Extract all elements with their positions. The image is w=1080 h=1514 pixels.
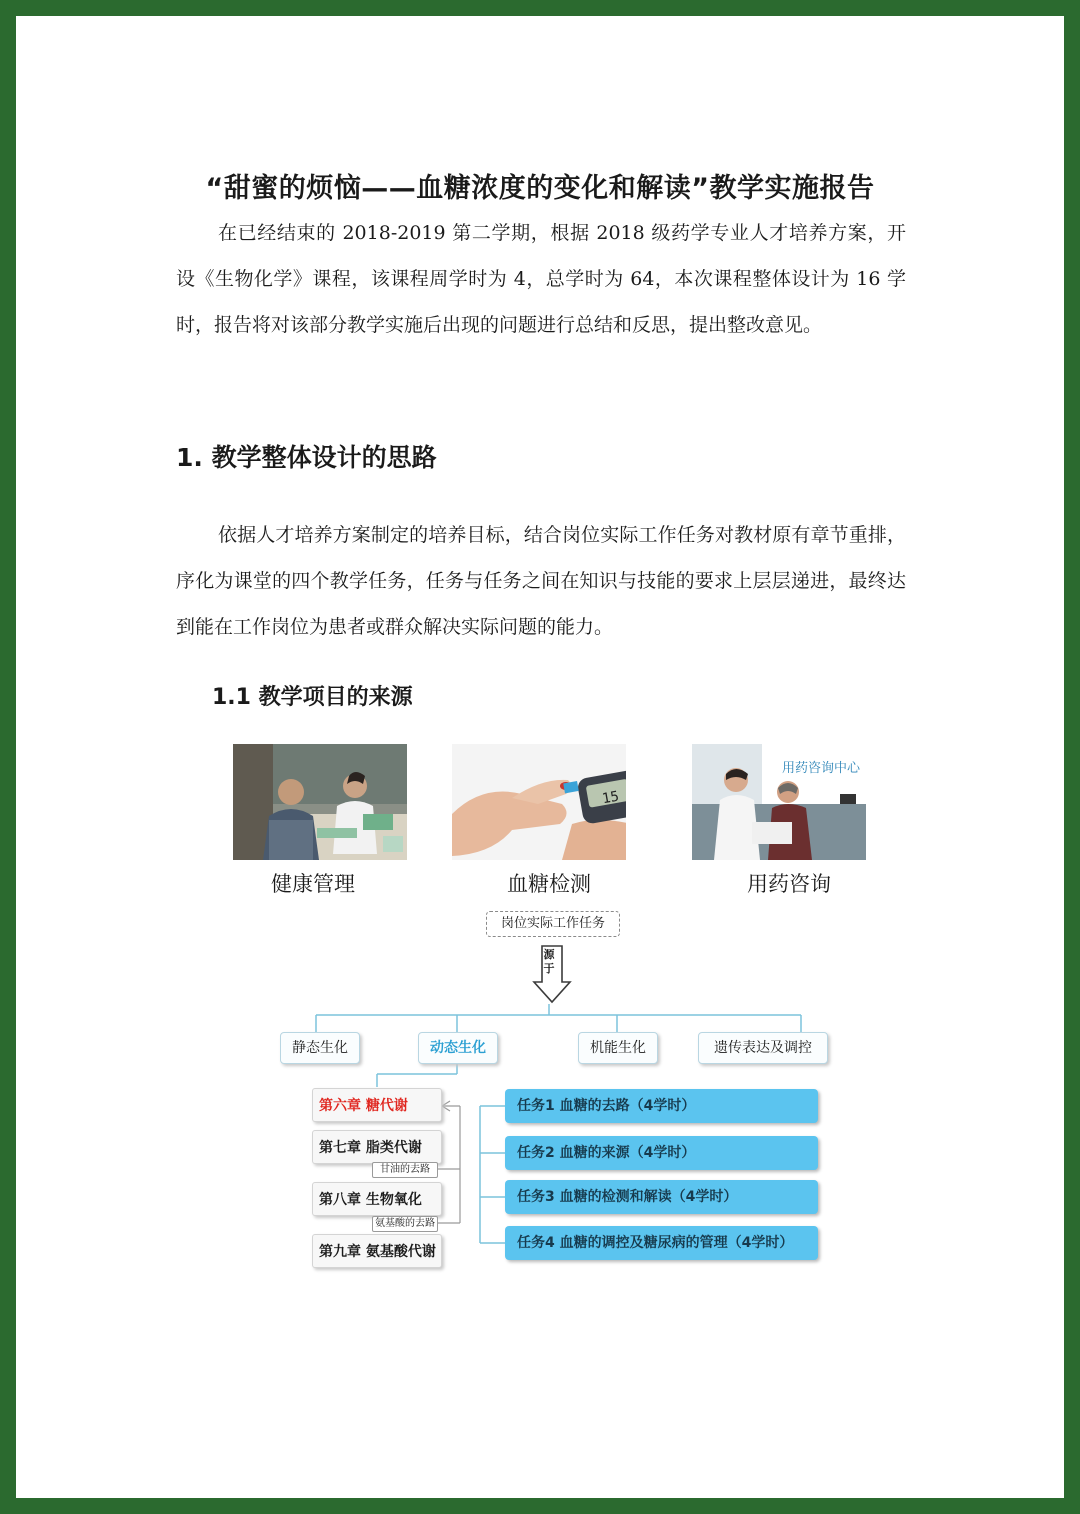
diagram-connectors [16, 16, 1064, 1498]
category-functional-biochem: 机能生化 [578, 1032, 658, 1064]
intro-paragraph: 在已经结束的 2018-2019 第二学期，根据 2018 级药学专业人才培养方案，开设《生物化学》课程，该课程周学时为 4，总学时为 64，本次课程整体设计为 16 学时，报告将对该部分教学实施后出现的问题进行总结和反思，提出整改意见。 [176, 222, 906, 336]
section-1-heading: 1. 教学整体设计的思路 [176, 443, 437, 472]
document-page [16, 16, 1064, 1498]
section-1-paragraph: 依据人才培养方案制定的培养目标，结合岗位实际工作任务对教材原有章节重排，序化为课堂的四个教学任务，任务与任务之间在知识与技能的要求上层层递进，最终达到能在工作岗位为患者或群众解决实际问题的能力。 [176, 524, 906, 638]
task-3-box: 任务3 血糖的检测和解读（4学时） [505, 1180, 818, 1214]
chapter-8-box: 第八章 生物氧化 [312, 1182, 442, 1216]
arrow-label: 源于 [543, 948, 555, 975]
task-2-box: 任务2 血糖的来源（4学时） [505, 1136, 818, 1170]
medication-consult-label: 用药咨询 [747, 872, 831, 896]
chapter-6-box: 第六章 糖代谢 [312, 1088, 442, 1122]
meter-display-text: 15 [600, 788, 621, 808]
section-1-1-heading: 1.1 教学项目的来源 [212, 685, 413, 710]
category-genetic-expression: 遗传表达及调控 [698, 1032, 828, 1064]
glycerol-fate-tag: 甘油的去路 [372, 1162, 438, 1178]
task-4-box: 任务4 血糖的调控及糖尿病的管理（4学时） [505, 1226, 818, 1260]
health-management-label: 健康管理 [271, 872, 355, 896]
chapter-7-box: 第七章 脂类代谢 [312, 1130, 442, 1164]
document-title: “甜蜜的烦恼——血糖浓度的变化和解读”教学实施报告 [205, 173, 875, 204]
amino-acid-fate-tag: 氨基酸的去路 [372, 1216, 438, 1232]
glucose-test-label: 血糖检测 [507, 872, 591, 896]
consult-sign-text: 用药咨询中心 [782, 761, 861, 776]
category-static-biochem: 静态生化 [280, 1032, 360, 1064]
chapter-9-box: 第九章 氨基酸代谢 [312, 1234, 442, 1268]
task-1-box: 任务1 血糖的去路（4学时） [505, 1089, 818, 1123]
job-task-tag: 岗位实际工作任务 [486, 911, 620, 937]
category-dynamic-biochem: 动态生化 [418, 1032, 498, 1064]
